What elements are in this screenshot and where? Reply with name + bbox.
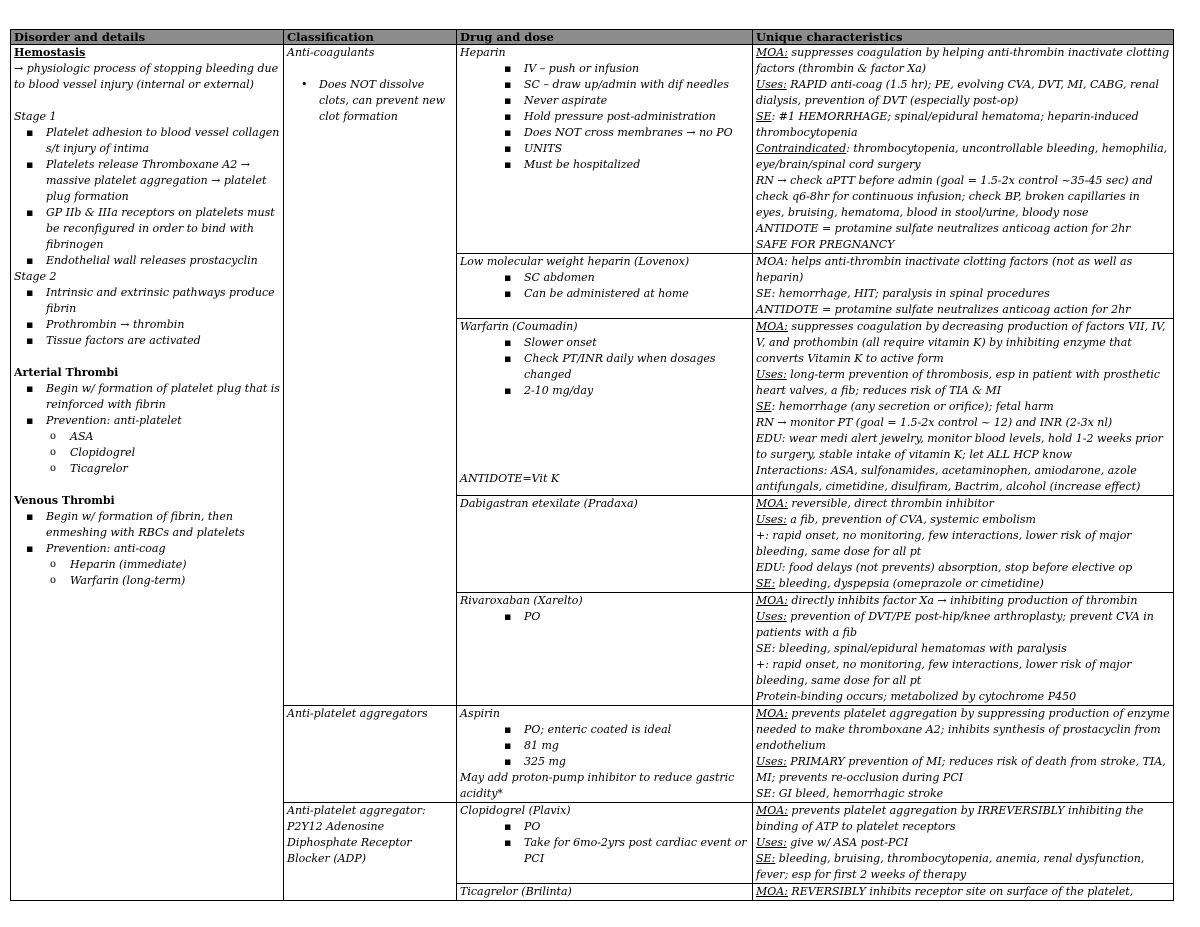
heparin-antidote: ANTIDOTE = protamine sulfate neutralizes anticoag action for 2hr (756, 222, 1131, 235)
header-characteristics: Unique characteristics (753, 30, 1174, 45)
clopidogrel-name: Clopidogrel (Plavix) (460, 804, 571, 817)
heparin-rn: RN → check aPTT before admin (goal = 1.5-2x control ~35-45 sec) and check q6-8hr for continuous infusion; check BP, broken capillaries in eyes, bruising, hematoma, blood in stool/urine, bloody nose (756, 174, 1153, 219)
warfarin-moa: MOA: suppresses coagulation by decreasing production of factors VII, IV, V, and prothombin (all require vitamin K) by inhibiting enzyme that converts Vitamin K to active form (756, 320, 1166, 365)
dabigatran-moa: MOA: reversible, direct thrombin inhibitor (756, 497, 994, 510)
disorder-cell (11, 45, 284, 901)
list-item: ▪ Check PT/INR daily when dosages changed (504, 351, 749, 383)
list-item: ▪ Begin w/ formation of fibrin, then enmeshing with RBCs and platelets (26, 509, 280, 541)
lmwh-drug-cell (457, 254, 753, 319)
class-p2y12-cell (284, 803, 457, 901)
warfarin-antidote: ANTIDOTE=Vit K (460, 472, 560, 485)
list-item: ▪ Can be administered at home (504, 286, 749, 302)
lmwh-antidote: ANTIDOTE = protamine sulfate neutralizes anticoag action for 2hr (756, 303, 1131, 316)
list-item: ▪ Tissue factors are activated (26, 333, 280, 349)
rivaroxaban-drug-cell (457, 593, 753, 706)
dabigatran-plus: +: rapid onset, no monitoring, few interactions, lower risk of major bleeding, same dose for all pt (756, 529, 1132, 558)
heparin-contra: Contraindicated: thrombocytopenia, uncontrollable bleeding, hemophilia, eye/brain/spinal cord surgery (756, 142, 1168, 171)
clopidogrel-uses: Uses: give w/ ASA post-PCI (756, 836, 909, 849)
list-item: ▪ Begin w/ formation of platelet plug that is reinforced with fibrin (26, 381, 280, 413)
rivaroxaban-name: Rivaroxaban (Xarelto) (460, 594, 583, 607)
warfarin-se: SE: hemorrhage (any secretion or orifice); fetal harm (756, 400, 1054, 413)
warfarin-characteristics-cell (753, 319, 1174, 496)
clopidogrel-moa: MOA: prevents platelet aggregation by IRREVERSIBLY inhibiting the binding of ATP to platelet receptors (756, 804, 1144, 833)
list-item: ▪ GP IIb & IIIa receptors on platelets must be reconfigured in order to bind with fibrinogen (26, 205, 280, 253)
arterial-title: Arterial Thrombi (14, 366, 119, 379)
header-disorder: Disorder and details (11, 30, 284, 45)
warfarin-drug-cell (457, 319, 753, 496)
heparin-characteristics-cell (753, 45, 1174, 254)
clopidogrel-drug-cell (457, 803, 753, 884)
list-item: ▪ 2-10 mg/day (504, 383, 749, 399)
aspirin-name: Aspirin (460, 707, 501, 720)
arterial-sublist (14, 429, 280, 477)
warfarin-rn: RN → monitor PT (goal = 1.5-2x control ~ 12) and INR (2-3x nl) (756, 416, 1113, 429)
venous-title: Venous Thrombi (14, 494, 115, 507)
rivaroxaban-protein: Protein-binding occurs; metabolized by cytochrome P450 (756, 690, 1077, 703)
stage2-label: Stage 2 (14, 270, 57, 283)
header-drug: Drug and dose (457, 30, 753, 45)
list-item: ▪ SC – draw up/admin with dif needles (504, 77, 749, 93)
dabigatran-uses: Uses: a fib, prevention of CVA, systemic embolism (756, 513, 1036, 526)
list-item: ▪ Platelet adhesion to blood vessel collagen s/t injury of intima (26, 125, 280, 157)
list-item: ▪ PO; enteric coated is ideal (504, 722, 749, 738)
class-antiplatelet-cell (284, 706, 457, 803)
list-item: ▪ UNITS (504, 141, 749, 157)
warfarin-dose-list (460, 335, 749, 399)
rivaroxaban-se: SE: bleeding, spinal/epidural hematomas with paralysis (756, 642, 1067, 655)
lmwh-characteristics-cell (753, 254, 1174, 319)
dabigatran-se: SE: bleeding, dyspepsia (omeprazole or cimetidine) (756, 577, 1044, 590)
hemostasis-title: Hemostasis (14, 46, 86, 59)
heparin-moa: MOA: suppresses coagulation by helping anti-thrombin inactivate clotting factors (thrombin & factor Xa) (756, 46, 1170, 75)
warfarin-edu: EDU: wear medi alert jewelry, monitor blood levels, hold 1-2 weeks prior to surgery, stable intake of vitamin K; let ALL HCP know (756, 432, 1163, 461)
list-item: ▪ PO (504, 609, 749, 625)
list-item: o ASA (50, 429, 280, 445)
heparin-name: Heparin (460, 46, 506, 59)
list-item: • Does NOT dissolve clots, can prevent new clot formation (299, 77, 453, 125)
venous-list (14, 509, 280, 557)
class-anticoag-cell (284, 45, 457, 706)
list-item: o Ticagrelor (50, 461, 280, 477)
ticagrelor-drug-cell (457, 884, 753, 901)
anticoag-note-list (287, 77, 453, 125)
dabigatran-edu: EDU: food delays (not prevents) absorption, stop before elective op (756, 561, 1133, 574)
class-anticoag: Anti-coagulants (287, 46, 375, 59)
aspirin-note: May add proton-pump inhibitor to reduce gastric acidity* (460, 771, 735, 800)
rivaroxaban-moa: MOA: directly inhibits factor Xa → inhibiting production of thrombin (756, 594, 1138, 607)
arterial-list (14, 381, 280, 429)
list-item: ▪ Hold pressure post-administration (504, 109, 749, 125)
venous-sublist (14, 557, 280, 589)
list-item: ▪ Endothelial wall releases prostacyclin (26, 253, 280, 269)
dabigatran-name: Dabigastran etexilate (Pradaxa) (460, 497, 638, 510)
list-item: ▪ Platelets release Thromboxane A2 → massive platelet aggregation → platelet plug formation (26, 157, 280, 205)
rivaroxaban-characteristics-cell (753, 593, 1174, 706)
dabigatran-drug-cell (457, 496, 753, 593)
aspirin-drug-cell (457, 706, 753, 803)
ticagrelor-characteristics-cell (753, 884, 1174, 901)
dabigatran-characteristics-cell (753, 496, 1174, 593)
aspirin-dose-list (460, 722, 749, 770)
clopidogrel-dose-list (460, 819, 749, 867)
heparin-uses: Uses: RAPID anti-coag (1.5 hr); PE, evolving CVA, DVT, MI, CABG, renal dialysis, prevention of DVT (especially post-op) (756, 78, 1159, 107)
list-item: ▪ 81 mg (504, 738, 749, 754)
lmwh-se: SE: hemorrhage, HIT; paralysis in spinal procedures (756, 287, 1050, 300)
list-item: ▪ Prothrombin → thrombin (26, 317, 280, 333)
drug-table (10, 29, 1174, 901)
stage1-label: Stage 1 (14, 110, 57, 123)
lmwh-dose-list (460, 270, 749, 302)
list-item: ▪ Prevention: anti-platelet (26, 413, 280, 429)
lmwh-name: Low molecular weight heparin (Lovenox) (460, 255, 690, 268)
stage2-list (14, 285, 280, 349)
list-item: ▪ Does NOT cross membranes → no PO (504, 125, 749, 141)
list-item: ▪ IV – push or infusion (504, 61, 749, 77)
ticagrelor-moa: MOA: REVERSIBLY inhibits receptor site on surface of the platelet, (756, 885, 1134, 898)
list-item: ▪ PO (504, 819, 749, 835)
class-antiplatelet: Anti-platelet aggregators (287, 707, 428, 720)
list-item: ▪ 325 mg (504, 754, 749, 770)
stage1-list (14, 125, 280, 269)
table-row (11, 45, 1174, 254)
header-row (11, 30, 1174, 45)
aspirin-uses: Uses: PRIMARY prevention of MI; reduces risk of death from stroke, TIA, MI; prevents re-occlusion during PCI (756, 755, 1166, 784)
heparin-safe: SAFE FOR PREGNANCY (756, 238, 895, 251)
hemostasis-definition: → physiologic process of stopping bleeding due to blood vessel injury (internal or external) (14, 62, 279, 91)
aspirin-characteristics-cell (753, 706, 1174, 803)
list-item: ▪ SC abdomen (504, 270, 749, 286)
lmwh-moa: MOA: helps anti-thrombin inactivate clotting factors (not as well as heparin) (756, 255, 1133, 284)
warfarin-name: Warfarin (Coumadin) (460, 320, 578, 333)
list-item: ▪ Intrinsic and extrinsic pathways produce fibrin (26, 285, 280, 317)
heparin-drug-cell (457, 45, 753, 254)
heparin-dose-list (460, 61, 749, 173)
list-item: ▪ Slower onset (504, 335, 749, 351)
list-item: ▪ Prevention: anti-coag (26, 541, 280, 557)
class-p2y12: Anti-platelet aggregator: P2Y12 Adenosine Diphosphate Receptor Blocker (ADP) (287, 804, 426, 865)
rivaroxaban-dose-list (460, 609, 749, 625)
aspirin-se: SE: GI bleed, hemorrhagic stroke (756, 787, 944, 800)
rivaroxaban-uses: Uses: prevention of DVT/PE post-hip/knee arthroplasty; prevent CVA in patients with a fib (756, 610, 1154, 639)
warfarin-uses: Uses: long-term prevention of thrombosis, esp in patient with prosthetic heart valves, a fib; reduces risk of TIA & MI (756, 368, 1161, 397)
list-item: o Heparin (immediate) (50, 557, 280, 573)
ticagrelor-name: Ticagrelor (Brilinta) (460, 885, 572, 898)
list-item: o Clopidogrel (50, 445, 280, 461)
clopidogrel-se: SE: bleeding, bruising, thrombocytopenia, anemia, renal dysfunction, fever; esp for first 2 weeks of therapy (756, 852, 1145, 881)
list-item: o Warfarin (long-term) (50, 573, 280, 589)
warfarin-interactions: Interactions: ASA, sulfonamides, acetaminophen, amiodarone, azole antifungals, cimetidine, disulfiram, Bactrim, alcohol (increase effect) (756, 464, 1141, 493)
heparin-se: SE: #1 HEMORRHAGE; spinal/epidural hematoma; heparin-induced thrombocytopenia (756, 110, 1139, 139)
aspirin-moa: MOA: prevents platelet aggregation by suppressing production of enzyme needed to make thromboxane A2; inhibits synthesis of prostacyclin from endothelium (756, 707, 1170, 752)
list-item: ▪ Never aspirate (504, 93, 749, 109)
list-item: ▪ Take for 6mo-2yrs post cardiac event or PCI (504, 835, 749, 867)
rivaroxaban-plus: +: rapid onset, no monitoring, few interactions, lower risk of major bleeding, same dose for all pt (756, 658, 1132, 687)
clopidogrel-characteristics-cell (753, 803, 1174, 884)
header-classification: Classification (284, 30, 457, 45)
list-item: ▪ Must be hospitalized (504, 157, 749, 173)
